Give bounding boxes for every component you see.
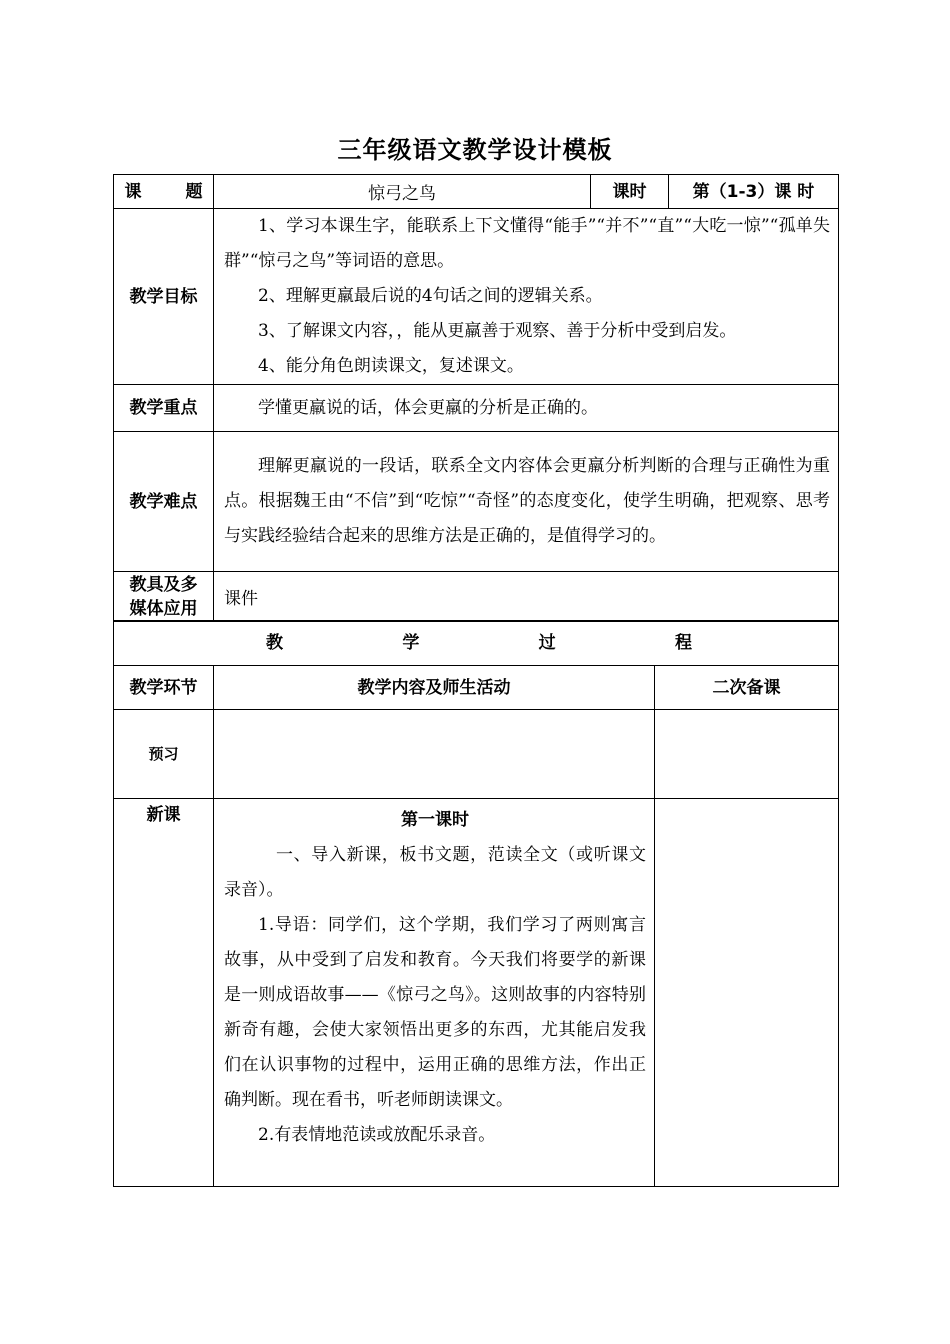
- subject-label-char-2: 题: [185, 181, 203, 202]
- key-points-label: 教学重点: [114, 385, 214, 432]
- col-content-header: 教学内容及师生活动: [214, 666, 655, 710]
- key-points-content: [214, 385, 839, 432]
- page-title: 三年级语文教学设计模板: [337, 136, 613, 164]
- preview-notes: [655, 710, 839, 799]
- preview-label: 预习: [114, 710, 214, 799]
- lesson-title: 第一课时: [401, 810, 469, 830]
- lesson-paragraph: 2.有表情地范读或放配乐录音。: [258, 1125, 496, 1145]
- objectives-label: 教学目标: [114, 209, 214, 385]
- media-label: [114, 572, 214, 622]
- difficulties-text: 理解更羸说的一段话，联系全文内容体会更羸分析判断的合理与正确性为重点。根据魏王由“不信”到“吃惊”“奇怪”的态度变化，使学生明确，把观察、思考与实践经验结合起来的思维方法是正确的，是值得学习的。: [224, 456, 830, 546]
- objective-item: 1、学习本课生字，能联系上下文懂得“能手”“并不”“直”“大吃一惊”“孤单失群”“惊弓之鸟”等词语的意思。: [224, 216, 830, 271]
- process-table: [113, 620, 839, 1187]
- process-heading-char: 学: [402, 633, 420, 653]
- objective-item: 4、能分角色朗读课文，复述课文。: [258, 356, 524, 376]
- lesson-paragraph: 一、导入新课，板书文题，范读全文（或听课文录音）。: [224, 845, 646, 900]
- new-lesson-content: [214, 799, 655, 1187]
- period-label: 课时: [591, 175, 669, 209]
- col-stage-header: 教学环节: [114, 666, 214, 710]
- lesson-paragraph: 1.导语：同学们，这个学期，我们学习了两则寓言故事，从中受到了启发和教育。今天我们将要学的新课是一则成语故事——《惊弓之鸟》。这则故事的内容特别新奇有趣，会使大家领悟出更多的东西，尤其能启发我们在认识事物的过程中，运用正确的思维方法，作出正确判断。现在看书，听老师朗读课文。: [224, 915, 646, 1110]
- period-value: 第（1-3）课 时: [669, 175, 839, 209]
- subject-value: 惊弓之鸟: [214, 175, 591, 209]
- difficulties-label: 教学难点: [114, 432, 214, 572]
- process-heading-char: 过: [538, 633, 556, 653]
- process-heading: [114, 621, 839, 666]
- media-value: 课件: [214, 572, 839, 622]
- media-label-line-1: 教具及多: [129, 574, 198, 595]
- col-notes-header: 二次备课: [655, 666, 839, 710]
- difficulties-content: [214, 432, 839, 572]
- objective-item: 3、了解课文内容，，能从更羸善于观察、善于分析中受到启发。: [258, 321, 737, 341]
- media-label-line-2: 媒体应用: [129, 598, 198, 619]
- process-heading-char: 教: [266, 633, 283, 653]
- new-lesson-notes: [655, 799, 839, 1187]
- lesson-info-table: [113, 174, 839, 622]
- process-heading-char: 程: [674, 633, 692, 653]
- subject-label-char-1: 课: [124, 181, 142, 202]
- objectives-content: [214, 209, 839, 385]
- key-points-text: 学懂更羸说的话，体会更羸的分析是正确的。: [258, 397, 598, 418]
- subject-label: [114, 175, 214, 209]
- objective-item: 2、理解更羸最后说的4句话之间的逻辑关系。: [258, 286, 603, 306]
- preview-content: [214, 710, 655, 799]
- new-lesson-label: 新课: [114, 799, 214, 1187]
